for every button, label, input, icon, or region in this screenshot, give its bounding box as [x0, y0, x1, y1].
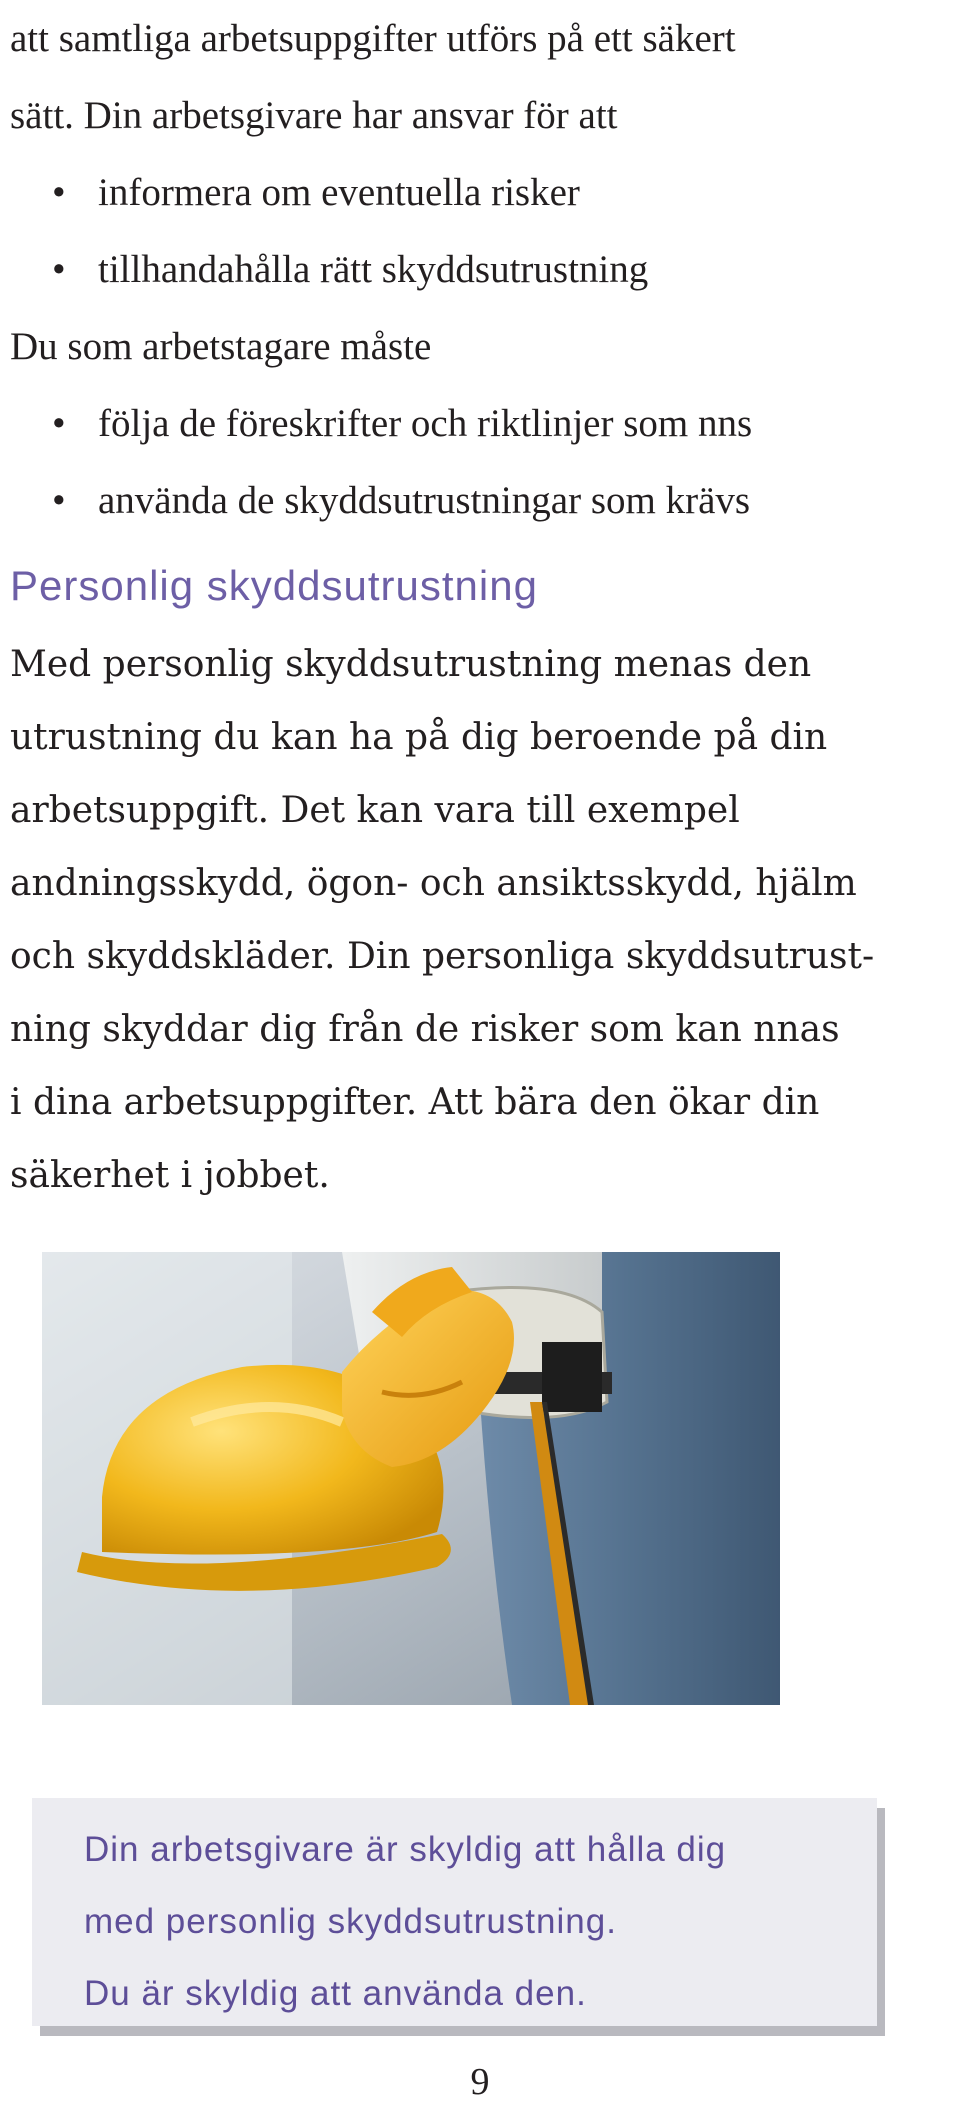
body-line: Med personlig skyddsutrustning menas den — [10, 644, 812, 685]
belt-clip — [542, 1342, 602, 1412]
body-line: ning skyddar dig från de risker som kan nnas — [10, 1009, 840, 1050]
body-line: i dina arbetsuppgifter. Att bära den ökar din — [10, 1082, 820, 1123]
page-number: 9 — [470, 2061, 490, 2103]
worker-helmet-photo — [42, 1252, 780, 1705]
bullet-text: tillhandahålla rätt skyddsutrustning — [98, 248, 649, 291]
intro-line-1: att samtliga arbetsuppgifter utförs på ett säkert — [10, 17, 736, 60]
bullet-text: informera om eventuella risker — [98, 171, 580, 214]
body-line: utrustning du kan ha på dig beroende på din — [10, 717, 828, 758]
body-line: säkerhet i jobbet. — [10, 1155, 330, 1196]
intro-text — [10, 0, 950, 539]
callout-line: Du är skyldig att använda den. — [84, 1974, 587, 2013]
photo-illustration — [42, 1252, 780, 1705]
employee-duty-item — [10, 385, 950, 462]
callout-line: Din arbetsgivare är skyldig att hålla dig — [84, 1830, 727, 1869]
section-body — [10, 628, 950, 1212]
body-line: och skyddskläder. Din personliga skyddsutrust- — [10, 936, 875, 977]
employee-duty-item — [10, 462, 950, 539]
bullet-text: följa de föreskrifter och riktlinjer som nns — [98, 402, 753, 445]
bullet-icon: • — [52, 248, 66, 291]
body-line: andningsskydd, ögon- och ansiktsskydd, hjälm — [10, 863, 857, 904]
section-heading: Personlig skyddsutrustning — [10, 562, 538, 609]
body-line: arbetsuppgift. Det kan vara till exempel — [10, 790, 740, 831]
callout-line: med personlig skyddsutrustning. — [84, 1902, 617, 1941]
intro-line-2: sätt. Din arbetsgivare har ansvar för att — [10, 94, 618, 137]
employer-duty-item — [10, 231, 950, 308]
bullet-icon: • — [52, 479, 66, 522]
bullet-icon: • — [52, 171, 66, 214]
callout-box — [32, 1798, 877, 2026]
employee-lead: Du som arbetstagare måste — [10, 325, 432, 368]
employer-duty-item — [10, 154, 950, 231]
bullet-icon: • — [52, 402, 66, 445]
bullet-text: använda de skyddsutrustningar som krävs — [98, 479, 751, 522]
